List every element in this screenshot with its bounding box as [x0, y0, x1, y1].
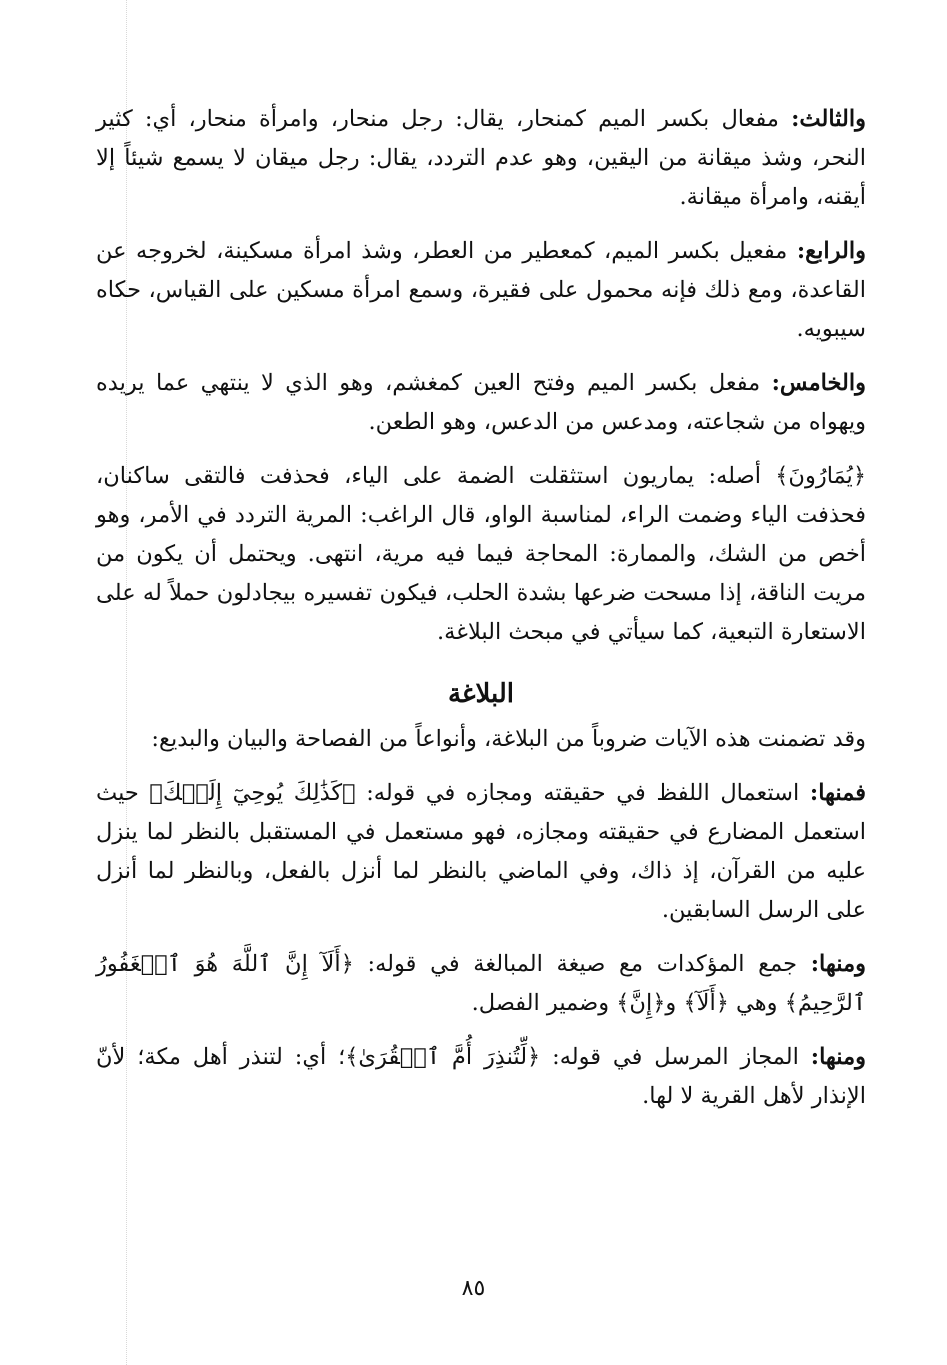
- term-fifth: والخامس:: [771, 370, 866, 396]
- paragraph-fifth: [96, 364, 866, 442]
- section-heading-balagha: البلاغة: [447, 679, 515, 709]
- page-body: [96, 100, 866, 1131]
- balagha-3-text-a: المجاز المرسل في قوله:: [540, 1044, 811, 1070]
- quran-kadhalika: ﴿كَذَٰلِكَ يُوحِيٓ إِلَيۡكَ﴾: [149, 780, 356, 806]
- paragraph-yumarun: [96, 457, 866, 652]
- paragraph-fifth-text: مفعل بكسر الميم وفتح العين كمغشم، وهو الذي لا ينتهي عما يريده ويهواه من شجاعته، ومدعس من الدعس، وهو الطعن.: [96, 370, 866, 435]
- quran-yumarun: ﴿يُمَارُونَ﴾: [775, 463, 866, 489]
- quran-inna: ﴿إِنَّ﴾: [616, 990, 666, 1016]
- balagha-3-text-b: ؛ أي: لتنذر أهل مكة؛ لأنّ الإنذار لأهل القرية لا لها.: [96, 1044, 866, 1109]
- paragraph-balagha-3: [96, 1038, 866, 1116]
- balagha-2-text-a: جمع المؤكدات مع صيغة المبالغة في قوله:: [353, 951, 811, 977]
- term-wa-minha-1: ومنها:: [810, 951, 866, 977]
- balagha-1-text-a: استعمال اللفظ في حقيقته ومجازه في قوله:: [355, 780, 810, 806]
- balagha-2-text-d: وضمير الفصل.: [471, 990, 617, 1016]
- paragraph-fourth-text: مفعيل بكسر الميم، كمعطير من العطر، وشذ امرأة مسكينة، لخروجه عن القاعدة، ومع ذلك فإنه محمول على فقيرة، وسمع امرأة مسكين على القياس، حكاه سيبويه.: [96, 238, 866, 342]
- page-number: ٨٥: [461, 1276, 486, 1301]
- paragraph-intro: وقد تضمنت هذه الآيات ضروباً من البلاغة، وأنواعاً من الفصاحة والبيان والبديع:: [151, 726, 866, 752]
- paragraph-balagha-1: [96, 774, 866, 930]
- term-wa-minha-2: ومنها:: [810, 1044, 867, 1070]
- balagha-2-text-b: وهي: [728, 990, 785, 1016]
- term-fourth: والرابع:: [796, 238, 866, 264]
- paragraph-balagha-2: [96, 945, 866, 1023]
- paragraph-yumarun-text: أصله: يماريون استثقلت الضمة على الياء، فحذفت فالتقى ساكنان، فحذفت الياء وضمت الراء، لمناسبة الواو، قال الراغب: المرية التردد في الأمر، وهو أخص من الشك، والممارة: المحاجة فيما فيه مرية، انتهى. ويحتمل أن يكون من مريت الناقة، إذا مسحت ضرعها بشدة الحلب، فيكون تفسيره بيجادلون حملاً له على الاستعارة التبعية، كما سيأتي في مبحث البلاغة.: [96, 463, 866, 645]
- paragraph-third: [96, 100, 866, 217]
- balagha-2-text-c: و: [665, 990, 684, 1016]
- quran-litundhira: ﴿لِّتُنذِرَ أُمَّ ٱلۡقُرَىٰ﴾: [345, 1044, 541, 1070]
- quran-ala: ﴿أَلَآ﴾: [683, 990, 729, 1016]
- paragraph-third-text: مفعال بكسر الميم كمنحار، يقال: رجل منحار، وامرأة منحار، أي: كثير النحر، وشذ ميقانة من اليقين، وهو عدم التردد، يقال: رجل ميقان لا يسمع شيئاً إلا أيقنه، وامرأة ميقانة.: [96, 106, 866, 210]
- term-third: والثالث:: [791, 106, 866, 132]
- paragraph-fourth: [96, 232, 866, 349]
- quran-ala-inna-allah: ﴿أَلَآ إِنَّ ٱللَّهَ هُوَ ٱلۡغَفُورُ ٱلرَّحِيمُ﴾: [96, 951, 866, 1016]
- term-faminha: فمنها:: [809, 780, 866, 806]
- balagha-1-text-b: حيث استعمل المضارع في حقيقته ومجازه، فهو مستعمل في المستقبل بالنظر لما ينزل عليه من القرآن، إذ ذاك، وفي الماضي بالنظر لما أنزل بالفعل، وبالنظر لما أنزل على الرسل السابقين.: [96, 780, 866, 923]
